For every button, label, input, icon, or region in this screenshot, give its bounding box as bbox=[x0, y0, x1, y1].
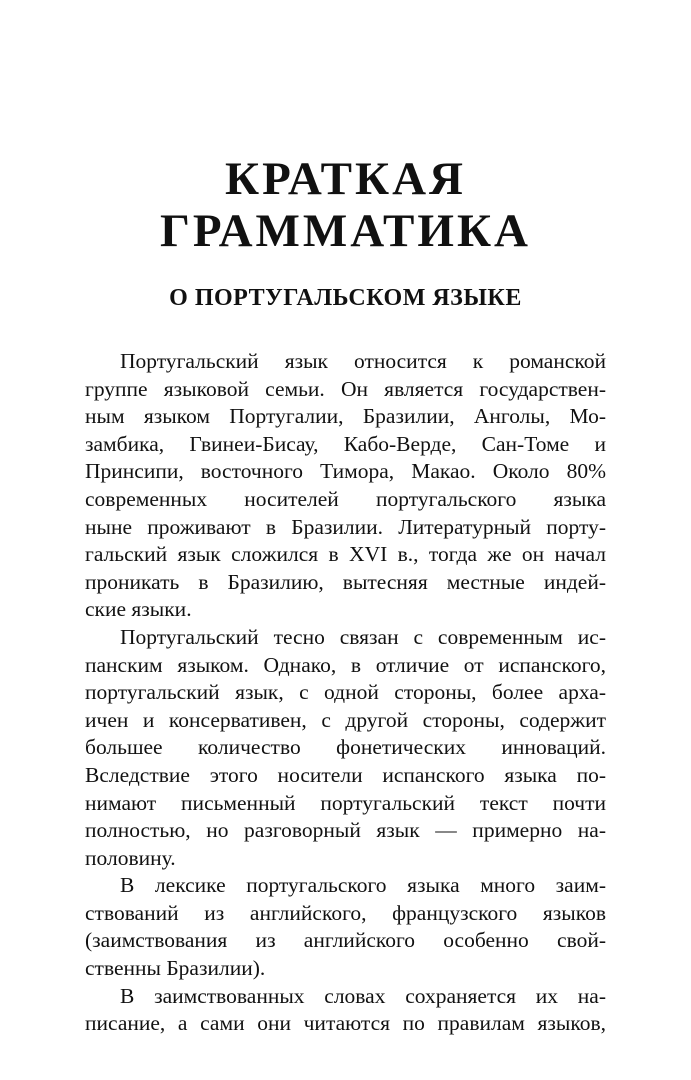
text-line: писание, а сами они читаются по правилам языков, bbox=[85, 1011, 606, 1036]
text-line: гальский язык сложился в XVI в., тогда же он начал bbox=[85, 542, 606, 567]
text-line: современных носителей португальского языка bbox=[85, 486, 606, 511]
text-line: ичен и консервативен, с другой стороны, содержит bbox=[85, 707, 606, 732]
text-line: нимают письменный португальский текст почти bbox=[85, 790, 606, 815]
text-line: замбика, Гвинеи-Бисау, Кабо-Верде, Сан-Томе и bbox=[85, 431, 606, 456]
text-line: ным языком Португалии, Бразилии, Анголы, Мо- bbox=[85, 404, 606, 429]
section-heading: О ПОРТУГАЛЬСКОМ ЯЗЫКЕ bbox=[169, 285, 522, 311]
text-line: ныне проживают в Бразилии. Литературный порту- bbox=[85, 514, 606, 539]
text-line: Принсипи, восточного Тимора, Макао. Около 80% bbox=[85, 459, 606, 484]
text-line: полностью, но разговорный язык — примерно на- bbox=[85, 818, 606, 843]
text-line: (заимствования из английского особенно свой- bbox=[85, 928, 606, 953]
text-line: Португальский тесно связан с современным ис- bbox=[120, 624, 606, 649]
text-line: ствований из английского, французского языков bbox=[85, 900, 606, 925]
paragraph bbox=[85, 983, 606, 1038]
text-line: В заимствованных словах сохраняется их на- bbox=[120, 983, 606, 1008]
text-line: В лексике португальского языка много заим- bbox=[120, 873, 606, 898]
text-line: Вследствие этого носители испанского языка по- bbox=[85, 762, 606, 787]
paragraph bbox=[85, 348, 606, 624]
text-line: панским языком. Однако, в отличие от испанского, bbox=[85, 652, 606, 677]
text-line: ственны Бразилии). bbox=[85, 956, 266, 981]
paragraph bbox=[85, 624, 606, 872]
text-line: проникать в Бразилию, вытесняя местные индей- bbox=[85, 569, 606, 594]
chapter-title-line-2: ГРАММАТИКА bbox=[159, 205, 531, 257]
text-line: ские языки. bbox=[85, 597, 192, 622]
text-line: группе языковой семьи. Он является государствен- bbox=[85, 376, 606, 401]
body-text bbox=[85, 348, 606, 1038]
chapter-title-line-1: КРАТКАЯ bbox=[225, 153, 466, 205]
text-line: половину. bbox=[85, 845, 176, 870]
text-line: большее количество фонетических инноваций. bbox=[85, 735, 606, 760]
text-line: португальский язык, с одной стороны, более арха- bbox=[85, 680, 606, 705]
text-line: Португальский язык относится к романской bbox=[120, 349, 606, 373]
paragraph bbox=[85, 872, 606, 982]
